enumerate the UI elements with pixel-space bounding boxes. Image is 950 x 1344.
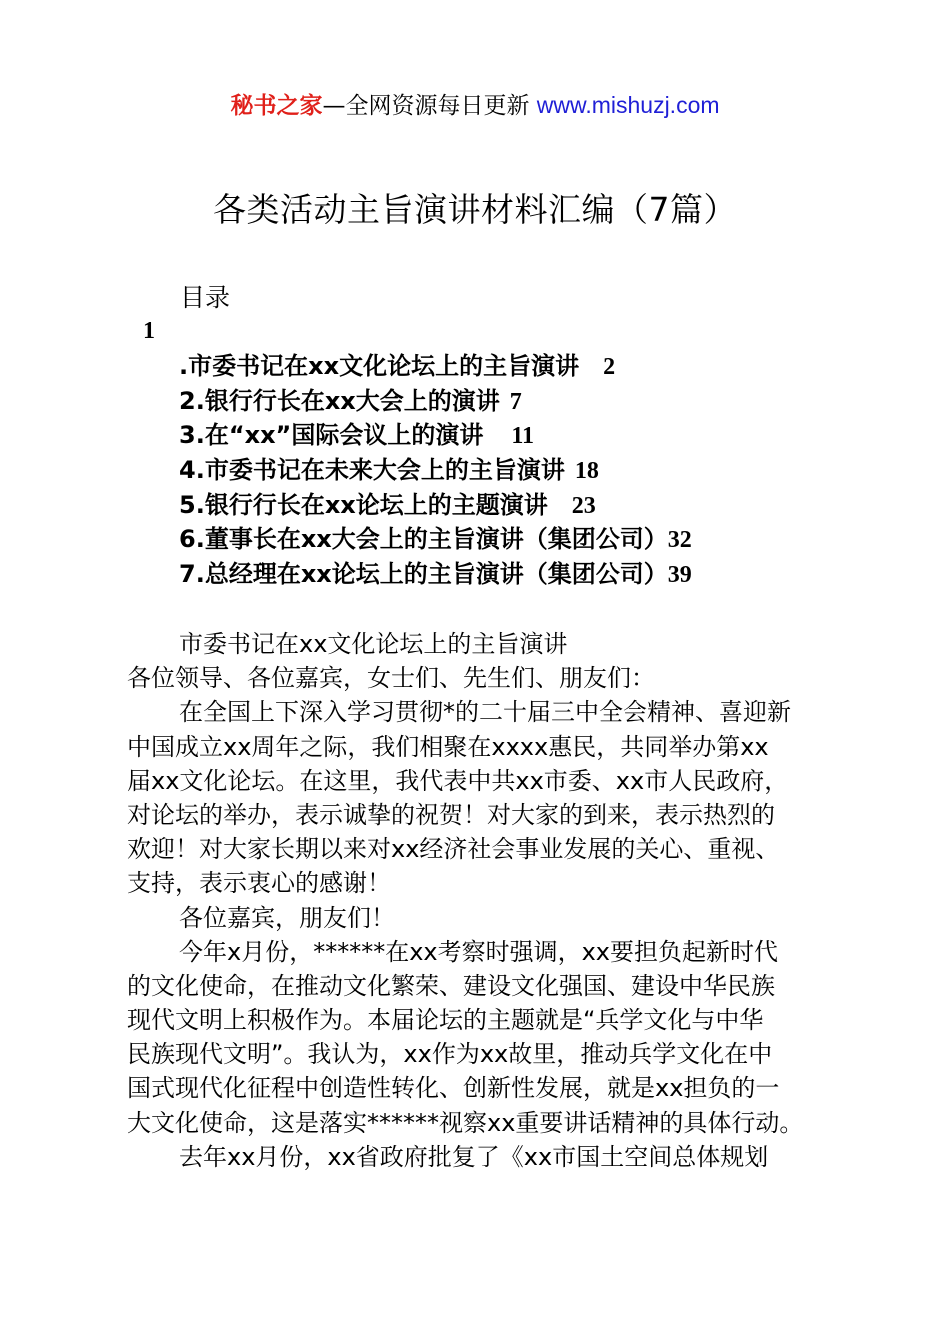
paragraph-line: 各位嘉宾，朋友们！: [179, 903, 395, 932]
paragraph-line: 大文化使命，这是落实******视察xx重要讲话精神的具体行动。: [127, 1108, 804, 1137]
toc-heading: 目录: [180, 283, 231, 312]
toc-item-page: 23: [571, 492, 596, 519]
toc-item-label: .市委书记在xx文化论坛上的主旨演讲: [179, 352, 580, 380]
toc-item-page: 39: [667, 562, 692, 589]
toc-item[interactable]: [179, 418, 692, 453]
toc-item-page: 7: [509, 388, 522, 415]
toc-item[interactable]: [179, 522, 692, 557]
document-title: 各类活动主旨演讲材料汇编（7篇）: [213, 190, 737, 229]
toc-item-page: 2: [603, 354, 616, 380]
site-name: 秘书之家: [230, 93, 323, 119]
toc-item-page: 11: [511, 423, 535, 450]
paragraph-line: 民族现代文明”。我认为，xx作为xx故里，推动兵学文化在中: [127, 1040, 773, 1069]
speech-title: 市委书记在xx文化论坛上的主旨演讲: [179, 630, 568, 658]
speech-body: [127, 627, 839, 1174]
salutation: 各位领导、各位嘉宾，女士们、先生们、朋友们：: [127, 664, 655, 693]
toc-item[interactable]: [179, 384, 692, 419]
paragraph-line: 今年x月份，******在xx考察时强调，xx要担负起新时代: [179, 937, 779, 966]
paragraph-line: 中国成立xx周年之际，我们相聚在xxxx惠民，共同举办第xx: [127, 732, 769, 761]
toc-item-page: 32: [667, 527, 692, 554]
paragraph-line: 对论坛的举办，表示诚挚的祝贺！对大家的到来，表示热烈的: [127, 800, 775, 829]
site-header: [0, 88, 950, 123]
paragraph-line: 现代文明上积极作为。本届论坛的主题就是“兵学文化与中华: [127, 1006, 764, 1035]
paragraph-line: 在全国上下深入学习贯彻*的二十届三中全会精神、喜迎新: [179, 698, 791, 727]
toc-item-label: 7.总经理在xx论坛上的主旨演讲（集团公司）: [179, 560, 668, 589]
toc-item-label: 6.董事长在xx大会上的主旨演讲（集团公司）: [179, 525, 668, 554]
paragraph-line: 去年xx月份，xx省政府批复了《xx市国土空间总体规划: [179, 1142, 769, 1171]
paragraph-line: 欢迎！对大家长期以来对xx经济社会事业发展的关心、重视、: [127, 835, 780, 864]
paragraph-line: 支持，表示衷心的感谢！: [127, 869, 391, 898]
toc-item-label: 5.银行行长在xx论坛上的主题演讲: [179, 490, 548, 519]
toc-item-label: 4.市委书记在未来大会上的主旨演讲: [179, 456, 565, 485]
site-url-link[interactable]: www.mishuzj.com: [536, 92, 720, 118]
table-of-contents: [179, 349, 692, 592]
toc-item-page: 18: [574, 458, 599, 485]
paragraph-line: 国式现代化征程中创造性转化、创新性发展，就是xx担负的一: [127, 1074, 780, 1103]
toc-item[interactable]: [179, 349, 692, 384]
toc-item[interactable]: [179, 557, 692, 592]
site-slogan: —全网资源每日更新: [322, 93, 537, 119]
paragraph-line: 届xx文化论坛。在这里，我代表中共xx市委、xx市人民政府，: [127, 766, 789, 795]
toc-item[interactable]: [179, 453, 692, 488]
toc-start-page: 1: [143, 318, 155, 344]
toc-item-label: 3.在“xx”国际会议上的演讲: [179, 421, 484, 450]
toc-item-label: 2.银行行长在xx大会上的演讲: [179, 386, 500, 415]
paragraph-line: 的文化使命，在推动文化繁荣、建设文化强国、建设中华民族: [127, 971, 775, 1000]
toc-item[interactable]: [179, 488, 692, 523]
